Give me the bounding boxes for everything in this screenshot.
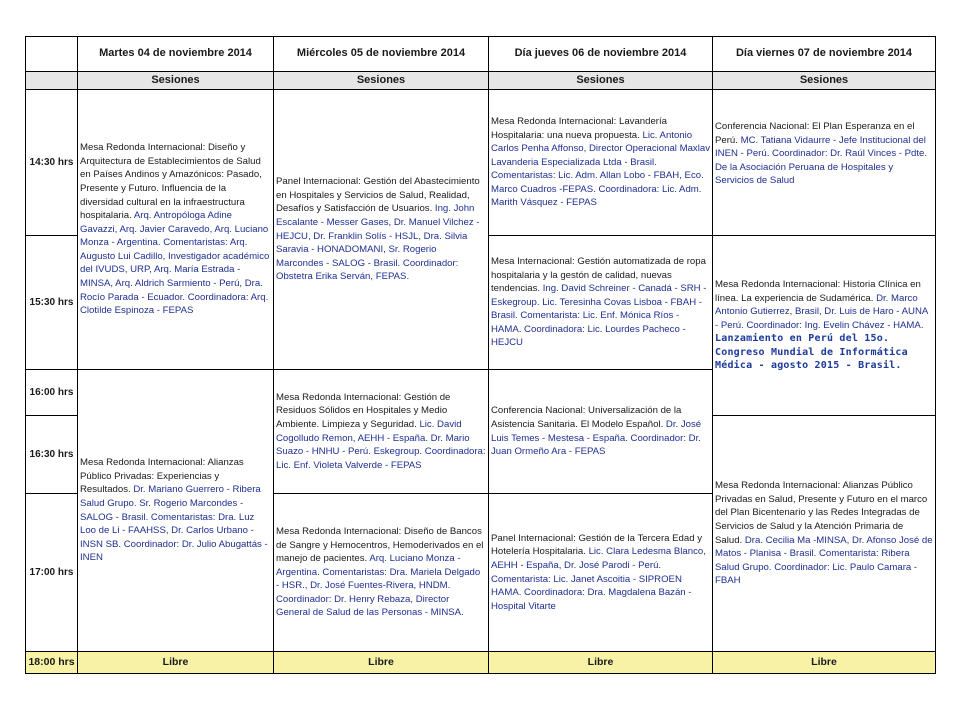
session-title: Mesa Redonda Internacional: Lavandería Hospitalaria: una nueva propuesta. (491, 115, 668, 141)
time-label: 16:00 hrs (26, 370, 78, 416)
time-label: 17:00 hrs (26, 494, 78, 652)
sessions-label: Sesiones (274, 72, 489, 90)
time-label: 15:30 hrs (26, 236, 78, 370)
session-cell (78, 370, 274, 652)
session-cell (489, 236, 713, 370)
corner-cell (26, 37, 78, 72)
session-cell (274, 494, 489, 652)
session-title: Conferencia Nacional: El Plan Esperanza en el Perú. (715, 121, 915, 146)
session-title: Panel Internacional: Gestión del Abastecimiento en Hospitales y Servicios de Salud, Realidad, Desafíos y Satisfacción de Usuarios. (276, 176, 480, 215)
session-speakers: Dr. José Luis Temes - Mestesa - España. Coordinador: Dr. Juan Ormeño Ara - FEPAS (491, 418, 702, 458)
sessions-label: Sesiones (78, 72, 274, 90)
session-title: Conferencia Nacional: Universalización de la Asistencia Sanitaria. El Modelo Español. (491, 405, 682, 430)
schedule-table (25, 36, 936, 674)
session-cell (489, 494, 713, 652)
session-speakers: Ing. David Schreiner - Canadá - SRH - Eskegroup. Lic. Teresinha Covas Lisboa - FBAH - Brasil. Comentarista: Lic. Enf. Mónica Ríos - HAMA. Coordinadora: Lic. Lourdes Pacheco - HEJCU (491, 283, 707, 349)
session-title: Mesa Redonda Internacional: Diseño y Arquitectura de Establecimientos de Salud en Países Andinos y Amazónicos: Pasado, Presente y Futuro. Influencia de la diversidad cultural en la infraestructura hospitalaria. (80, 142, 262, 222)
day-header: Día jueves 06 de noviembre 2014 (489, 37, 713, 72)
free-label: Libre (489, 652, 713, 674)
session-cell (78, 90, 274, 370)
session-title: Mesa Internacional: Gestión automatizada de ropa hospitalaria y la gestón de calidad, nuevas tendencias. (491, 255, 706, 295)
sessions-label: Sesiones (489, 72, 713, 90)
free-label: Libre (78, 652, 274, 674)
footer-row (26, 652, 936, 674)
free-label: Libre (713, 652, 936, 674)
session-speakers: Dra. Cecilia Ma -MINSA, Dr. Afonso José de Matos - Planisa - Brasil. Comentarista: Ribera Salud Grupo. Coordinador: Lic. Paulo Camara - FBAH (715, 534, 933, 587)
day-header: Martes 04 de noviembre 2014 (78, 37, 274, 72)
free-label: Libre (274, 652, 489, 674)
session-cell (274, 90, 489, 370)
day-header-row (26, 37, 936, 72)
session-cell (713, 90, 936, 236)
time-row (26, 90, 936, 236)
time-label: 14:30 hrs (26, 90, 78, 236)
session-cell (274, 370, 489, 494)
session-speakers: Arq. Antropóloga Adine Gavazzi, Arq. Javier Caravedo, Arq. Luciano Monza - Argentina. Comentaristas: Arq. Augusto Lui Cadillo, Investigador académico del IVUDS, URP, Arq. María Estrada - MINSA, Arq. Aldrich Sarmiento - Perú, Dra. Rocío Parada - Ecuador. Coordinadora: Arq. Clotilde Espinoza - FEPAS (80, 210, 270, 317)
day-header: Miércoles 05 de noviembre 2014 (274, 37, 489, 72)
session-speakers: Ing. John Escalante - Messer Gases, Dr. Manuel Vilchez - HEJCU, Dr. Franklin Solís - HSJL, Dra. Silvia Saravia - HONADOMANI, Sr. Rogerio Marcondes - SALOG - Brasil. Coordinador: Obstetra Erika Serván, FEPAS. (276, 203, 480, 283)
corner-cell (26, 72, 78, 90)
sessions-label: Sesiones (713, 72, 936, 90)
session-cell (713, 416, 936, 652)
session-title: Mesa Redonda Internacional: Historia Clínica en línea. La experiencia de Sudamérica. (715, 278, 921, 304)
time-label: 16:30 hrs (26, 416, 78, 494)
session-title: Panel Internacional: Gestión de la Tercera Edad y Hotelería Hospitalaria. (491, 532, 703, 558)
session-cell (489, 90, 713, 236)
session-title: Mesa Redonda Internacional: Gestión de Residuos Sólidos en Hospitales y Medio Ambiente. Limpieza y Seguridad. (276, 391, 451, 430)
session-speakers: Lic. Antonio Carlos Penha Affonso, Director Operacional Maxlav Lavanderia Especializada Ltda - Brasil. Comentaristas: Lic. Adm. Allan Lobo - FBAH, Eco. Marco Cuadros -FEPAS. Coordinadora: Lic. Adm. Marith Vásquez - FEPAS (491, 129, 710, 209)
session-speakers: Arq. Luciano Monza - Argentina. Comentaristas: Dra. Mariela Delgado - HSR., Dr. José Fuentes-Rivera, HNDM. Coordinador: Dr. Henry Rebaza, Director General de Salud de las Personas - MINSA. (276, 553, 481, 619)
session-cell (489, 370, 713, 494)
session-speakers: Lic. David Cogolludo Remon, AEHH - España. Dr. Mario Suazo - HNHU - Perú. Eskegroup. Coordinadora: Lic. Enf. Violeta Valverde - FEPAS (276, 418, 486, 471)
session-speakers: Lic. Clara Ledesma Blanco, AEHH - España, Dr. José Parodi - Perú. Comentarista: Lic. Janet Ascoitia - SIPROEN HAMA. Coordinadora: Dra. Magdalena Bazán - Hospital Vitarte (491, 546, 706, 612)
sessions-row (26, 72, 936, 90)
session-title: Mesa Redonda Internacional: Diseño de Bancos de Sangre y Hemocentros, Hemoderivados en el manejo de pacientes. (276, 525, 484, 565)
session-speakers: MC. Tatiana Vidaurre - Jefe Institucional del INEN - Perú. Coordinador: Dr. Raúl Vinces - Pdte. De la Asociación Peruana de Hospitales y Servicios de Salud (715, 134, 928, 187)
time-label: 18:00 hrs (26, 652, 78, 674)
session-title: Mesa Redonda Internacional: Alianzas Público Privadas en Salud, Presente y Futuro en el marco del Plan Bicentenario y las Redes Integradas de Servicios de Salud y la Atención Primaria de Salud. (715, 480, 928, 546)
launch-highlight: Lanzamiento en Perú del 15o. Congreso Mundial de Informática Médica - agosto 2015 - Brasil. (715, 333, 908, 372)
day-header: Día viernes 07 de noviembre 2014 (713, 37, 936, 72)
session-cell (713, 236, 936, 416)
session-title: Mesa Redonda Internacional: Alianzas Público Privadas: Experiencias y Resultados. (80, 457, 244, 496)
session-speakers: Dr. Marco Antonio Gutierrez, Brasil, Dr. Luis de Haro - AUNA - Perú. Coordinador: Ing. Evelin Chávez - HAMA. (715, 292, 928, 331)
session-speakers: Dr. Mariano Guerrero - Ribera Salud Grupo. Sr. Rogerio Marcondes - SALOG - Brasil. Comentaristas: Dra. Luz Loo de Li - FAAHSS, Dr. Carlos Urbano - INSN SB. Coordinador: Dr. Julio Abugattás - INEN (80, 484, 268, 564)
